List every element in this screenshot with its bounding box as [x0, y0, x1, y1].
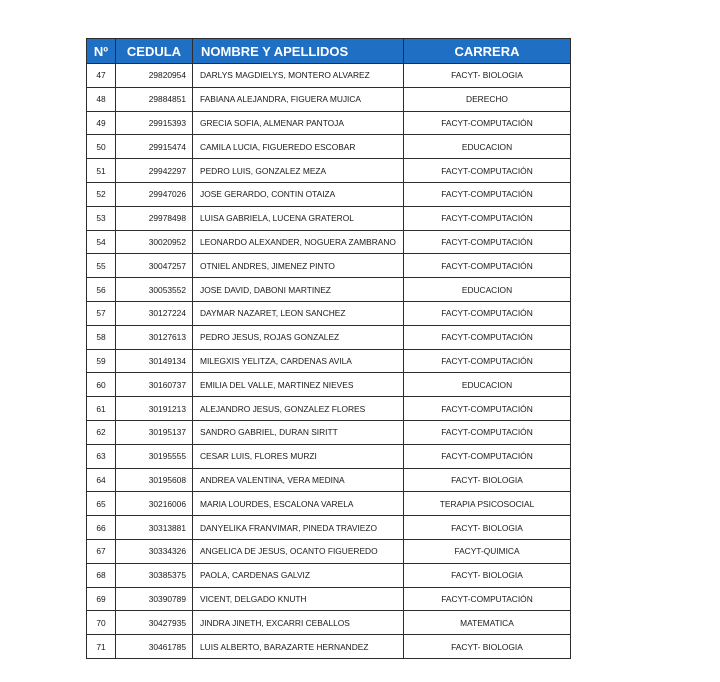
- cedula-cell: 30020952: [116, 230, 193, 254]
- cedula-cell: 30149134: [116, 349, 193, 373]
- cedula-cell: 29915393: [116, 111, 193, 135]
- cedula-cell: 30053552: [116, 278, 193, 302]
- table-row: [87, 159, 571, 183]
- career-cell: FACYT-COMPUTACIÓN: [404, 325, 571, 349]
- table-body: [87, 64, 571, 659]
- name-cell: LEONARDO ALEXANDER, NOGUERA ZAMBRANO: [193, 230, 404, 254]
- career-cell: FACYT-COMPUTACIÓN: [404, 230, 571, 254]
- table-row: [87, 206, 571, 230]
- cedula-cell: 30160737: [116, 373, 193, 397]
- cedula-cell: 30047257: [116, 254, 193, 278]
- name-cell: VICENT, DELGADO KNUTH: [193, 587, 404, 611]
- cedula-cell: 30385375: [116, 563, 193, 587]
- career-cell: EDUCACION: [404, 135, 571, 159]
- career-cell: FACYT-COMPUTACIÓN: [404, 254, 571, 278]
- header-row: [87, 39, 571, 64]
- career-cell: FACYT-COMPUTACIÓN: [404, 111, 571, 135]
- name-cell: ALEJANDRO JESUS, GONZALEZ FLORES: [193, 397, 404, 421]
- row-number-cell: 54: [87, 230, 116, 254]
- table-row: [87, 111, 571, 135]
- cedula-cell: 30427935: [116, 611, 193, 635]
- cedula-cell: 29947026: [116, 182, 193, 206]
- name-cell: MARIA LOURDES, ESCALONA VARELA: [193, 492, 404, 516]
- table-row: [87, 182, 571, 206]
- career-cell: FACYT-COMPUTACIÓN: [404, 420, 571, 444]
- career-cell: FACYT-COMPUTACIÓN: [404, 587, 571, 611]
- name-cell: SANDRO GABRIEL, DURAN SIRITT: [193, 420, 404, 444]
- table-row: [87, 64, 571, 88]
- name-cell: PEDRO JESUS, ROJAS GONZALEZ: [193, 325, 404, 349]
- cedula-cell: 29942297: [116, 159, 193, 183]
- career-cell: TERAPIA PSICOSOCIAL: [404, 492, 571, 516]
- name-cell: ANGELICA DE JESUS, OCANTO FIGUEREDO: [193, 539, 404, 563]
- name-cell: ANDREA VALENTINA, VERA MEDINA: [193, 468, 404, 492]
- cedula-cell: 29978498: [116, 206, 193, 230]
- cedula-cell: 29915474: [116, 135, 193, 159]
- cedula-cell: 30127613: [116, 325, 193, 349]
- name-cell: CAMILA LUCIA, FIGUEREDO ESCOBAR: [193, 135, 404, 159]
- table-row: [87, 135, 571, 159]
- table-row: [87, 516, 571, 540]
- row-number-cell: 63: [87, 444, 116, 468]
- name-cell: DANYELIKA FRANVIMAR, PINEDA TRAVIEZO: [193, 516, 404, 540]
- career-cell: FACYT- BIOLOGIA: [404, 468, 571, 492]
- table-row: [87, 373, 571, 397]
- career-cell: FACYT-COMPUTACIÓN: [404, 159, 571, 183]
- career-cell: FACYT-COMPUTACIÓN: [404, 182, 571, 206]
- header-nombre: NOMBRE Y APELLIDOS: [193, 39, 404, 64]
- name-cell: JINDRA JINETH, EXCARRI CEBALLOS: [193, 611, 404, 635]
- row-number-cell: 49: [87, 111, 116, 135]
- row-number-cell: 69: [87, 587, 116, 611]
- name-cell: JOSE GERARDO, CONTIN OTAIZA: [193, 182, 404, 206]
- table-row: [87, 611, 571, 635]
- name-cell: PEDRO LUIS, GONZALEZ MEZA: [193, 159, 404, 183]
- name-cell: FABIANA ALEJANDRA, FIGUERA MUJICA: [193, 87, 404, 111]
- row-number-cell: 68: [87, 563, 116, 587]
- row-number-cell: 50: [87, 135, 116, 159]
- cedula-cell: 30191213: [116, 397, 193, 421]
- row-number-cell: 70: [87, 611, 116, 635]
- student-table: [86, 38, 571, 659]
- cedula-cell: 29820954: [116, 64, 193, 88]
- table-header: [87, 39, 571, 64]
- name-cell: EMILIA DEL VALLE, MARTINEZ NIEVES: [193, 373, 404, 397]
- row-number-cell: 59: [87, 349, 116, 373]
- table-row: [87, 349, 571, 373]
- row-number-cell: 47: [87, 64, 116, 88]
- career-cell: FACYT- BIOLOGIA: [404, 64, 571, 88]
- name-cell: DARLYS MAGDIELYS, MONTERO ALVAREZ: [193, 64, 404, 88]
- career-cell: EDUCACION: [404, 278, 571, 302]
- row-number-cell: 60: [87, 373, 116, 397]
- row-number-cell: 51: [87, 159, 116, 183]
- row-number-cell: 57: [87, 301, 116, 325]
- row-number-cell: 67: [87, 539, 116, 563]
- table-row: [87, 444, 571, 468]
- header-cedula: CEDULA: [116, 39, 193, 64]
- cedula-cell: 30216006: [116, 492, 193, 516]
- cedula-cell: 30461785: [116, 635, 193, 659]
- career-cell: DERECHO: [404, 87, 571, 111]
- name-cell: CESAR LUIS, FLORES MURZI: [193, 444, 404, 468]
- table-row: [87, 230, 571, 254]
- career-cell: FACYT-COMPUTACIÓN: [404, 301, 571, 325]
- header-carrera: CARRERA: [404, 39, 571, 64]
- career-cell: FACYT- BIOLOGIA: [404, 563, 571, 587]
- name-cell: GRECIA SOFIA, ALMENAR PANTOJA: [193, 111, 404, 135]
- row-number-cell: 61: [87, 397, 116, 421]
- name-cell: JOSE DAVID, DABONI MARTINEZ: [193, 278, 404, 302]
- career-cell: FACYT- BIOLOGIA: [404, 516, 571, 540]
- cedula-cell: 30195608: [116, 468, 193, 492]
- career-cell: FACYT- BIOLOGIA: [404, 635, 571, 659]
- row-number-cell: 58: [87, 325, 116, 349]
- table-row: [87, 397, 571, 421]
- name-cell: OTNIEL ANDRES, JIMENEZ PINTO: [193, 254, 404, 278]
- row-number-cell: 56: [87, 278, 116, 302]
- table-row: [87, 420, 571, 444]
- table-row: [87, 635, 571, 659]
- cedula-cell: 30334326: [116, 539, 193, 563]
- row-number-cell: 66: [87, 516, 116, 540]
- cedula-cell: 30127224: [116, 301, 193, 325]
- student-list-sheet: [86, 38, 570, 659]
- name-cell: PAOLA, CARDENAS GALVIZ: [193, 563, 404, 587]
- table-row: [87, 325, 571, 349]
- row-number-cell: 48: [87, 87, 116, 111]
- row-number-cell: 55: [87, 254, 116, 278]
- table-row: [87, 468, 571, 492]
- name-cell: LUIS ALBERTO, BARAZARTE HERNANDEZ: [193, 635, 404, 659]
- career-cell: FACYT-COMPUTACIÓN: [404, 206, 571, 230]
- career-cell: FACYT-COMPUTACIÓN: [404, 349, 571, 373]
- name-cell: MILEGXIS YELITZA, CARDENAS AVILA: [193, 349, 404, 373]
- header-number: Nº: [87, 39, 116, 64]
- row-number-cell: 62: [87, 420, 116, 444]
- table-row: [87, 254, 571, 278]
- table-row: [87, 539, 571, 563]
- career-cell: EDUCACION: [404, 373, 571, 397]
- name-cell: DAYMAR NAZARET, LEON SANCHEZ: [193, 301, 404, 325]
- row-number-cell: 71: [87, 635, 116, 659]
- table-row: [87, 492, 571, 516]
- row-number-cell: 64: [87, 468, 116, 492]
- cedula-cell: 30195555: [116, 444, 193, 468]
- cedula-cell: 29884851: [116, 87, 193, 111]
- cedula-cell: 30313881: [116, 516, 193, 540]
- career-cell: FACYT-COMPUTACIÓN: [404, 444, 571, 468]
- row-number-cell: 52: [87, 182, 116, 206]
- cedula-cell: 30390789: [116, 587, 193, 611]
- name-cell: LUISA GABRIELA, LUCENA GRATEROL: [193, 206, 404, 230]
- table-row: [87, 563, 571, 587]
- table-row: [87, 87, 571, 111]
- row-number-cell: 53: [87, 206, 116, 230]
- table-row: [87, 278, 571, 302]
- career-cell: MATEMATICA: [404, 611, 571, 635]
- row-number-cell: 65: [87, 492, 116, 516]
- cedula-cell: 30195137: [116, 420, 193, 444]
- career-cell: FACYT-COMPUTACIÓN: [404, 397, 571, 421]
- table-row: [87, 587, 571, 611]
- table-row: [87, 301, 571, 325]
- career-cell: FACYT-QUIMICA: [404, 539, 571, 563]
